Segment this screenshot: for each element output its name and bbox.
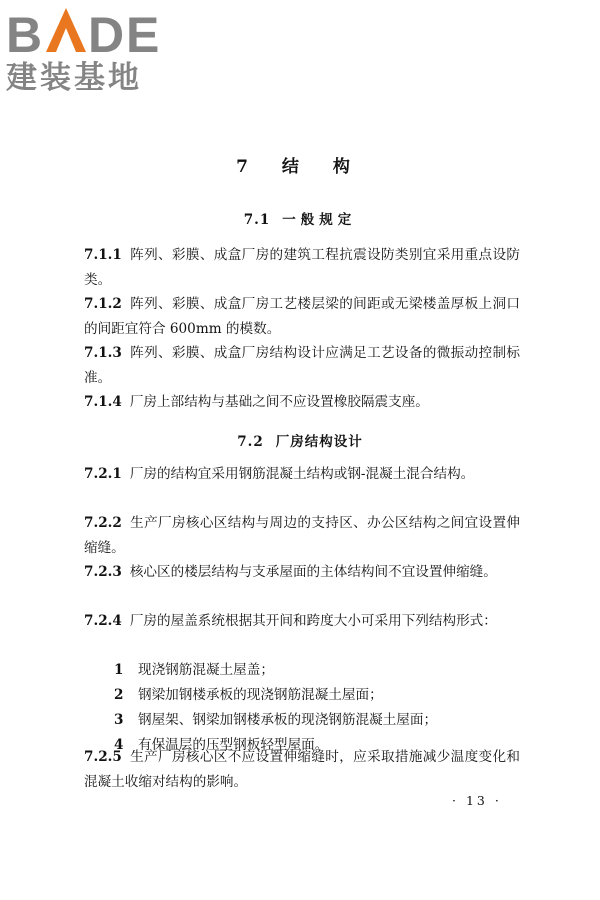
clause-number: 7.1.2: [84, 296, 122, 312]
list-item-number: 2: [114, 687, 124, 703]
clause-text: 厂房上部结构与基础之间不应设置橡胶隔震支座。: [129, 394, 429, 410]
list-item-text: 钢屋架、钢梁加钢楼承板的现浇钢筋混凝土屋面；: [138, 712, 438, 728]
section-number: 7.2: [237, 434, 264, 450]
clause-7-1-3: [84, 341, 520, 390]
section-heading: 厂房结构设计: [275, 434, 363, 450]
clause-7-2-4: [84, 609, 520, 634]
list-item-2: [114, 683, 514, 708]
chapter-title: 7 结 构: [236, 157, 364, 177]
clause-7-2-2: [84, 511, 520, 560]
list-item-number: 4: [114, 737, 124, 753]
logo-letter-d: D: [88, 7, 125, 63]
list-item-text: 有保温层的压型钢板轻型屋面。: [138, 737, 329, 753]
clause-text: 阵列、彩膜、成盒厂房结构设计应满足工艺设备的微振动控制标准。: [84, 345, 520, 386]
clause-7-1-1: [84, 243, 520, 292]
list-item-number: 1: [114, 662, 124, 678]
clause-text: 厂房的屋盖系统根据其开间和跨度大小可采用下列结构形式：: [129, 613, 497, 629]
list-item-3: [114, 708, 514, 733]
clause-number: 7.2.2: [84, 515, 122, 531]
section-number: 7.1: [243, 212, 271, 228]
logo-letter-a-mark: [46, 8, 86, 52]
list-item-1: [114, 658, 514, 683]
clause-number: 7.2.1: [84, 466, 122, 482]
clause-7-1-2: [84, 292, 520, 341]
clause-text: 厂房的结构宜采用钢筋混凝土结构或钢-混凝土混合结构。: [129, 466, 475, 482]
clause-text: 生产厂房核心区结构与周边的支持区、办公区结构之间宜设置伸缩缝。: [84, 515, 520, 556]
logo-subtitle: 建装基地: [6, 60, 142, 94]
clause-number: 7.1.3: [84, 345, 122, 361]
section-title-7-2: [0, 430, 600, 450]
clause-number: 7.1.1: [84, 247, 122, 263]
clause-7-2-5: [84, 745, 520, 794]
logo-letter-e: E: [126, 7, 160, 63]
logo-letter-b: B: [6, 7, 43, 63]
clause-7-2-1: [84, 462, 520, 487]
clause-7-1-4: [84, 390, 520, 415]
clause-7-2-3: [84, 560, 520, 585]
bade-logo: [4, 2, 176, 94]
clause-text: 生产厂房核心区不应设置伸缩缝时，应采取措施减少温度变化和混凝土收缩对结构的影响。: [84, 749, 520, 790]
clause-text: 阵列、彩膜、成盒厂房的建筑工程抗震设防类别宜采用重点设防类。: [84, 247, 520, 288]
page-number: · 13 ·: [452, 793, 502, 808]
clause-text: 核心区的楼层结构与支承屋面的主体结构间不宜设置伸缩缝。: [129, 564, 497, 580]
clause-number: 7.2.5: [84, 749, 122, 765]
list-item-text: 钢梁加钢楼承板的现浇钢筋混凝土屋面；: [138, 687, 383, 703]
section-heading: 一般规定: [282, 212, 357, 228]
list-item-text: 现浇钢筋混凝土屋盖；: [138, 662, 274, 678]
list-item-number: 3: [114, 712, 124, 728]
clause-text: 阵列、彩膜、成盒厂房工艺楼层梁的间距或无梁楼盖厚板上洞口的间距宜符合 600mm 的模数。: [84, 296, 520, 337]
clause-number: 7.2.3: [84, 564, 122, 580]
bade-logo-graphic: [4, 2, 176, 94]
section-title-7-1: [0, 208, 600, 228]
clause-number: 7.1.4: [84, 394, 122, 410]
clause-number: 7.2.4: [84, 613, 122, 629]
